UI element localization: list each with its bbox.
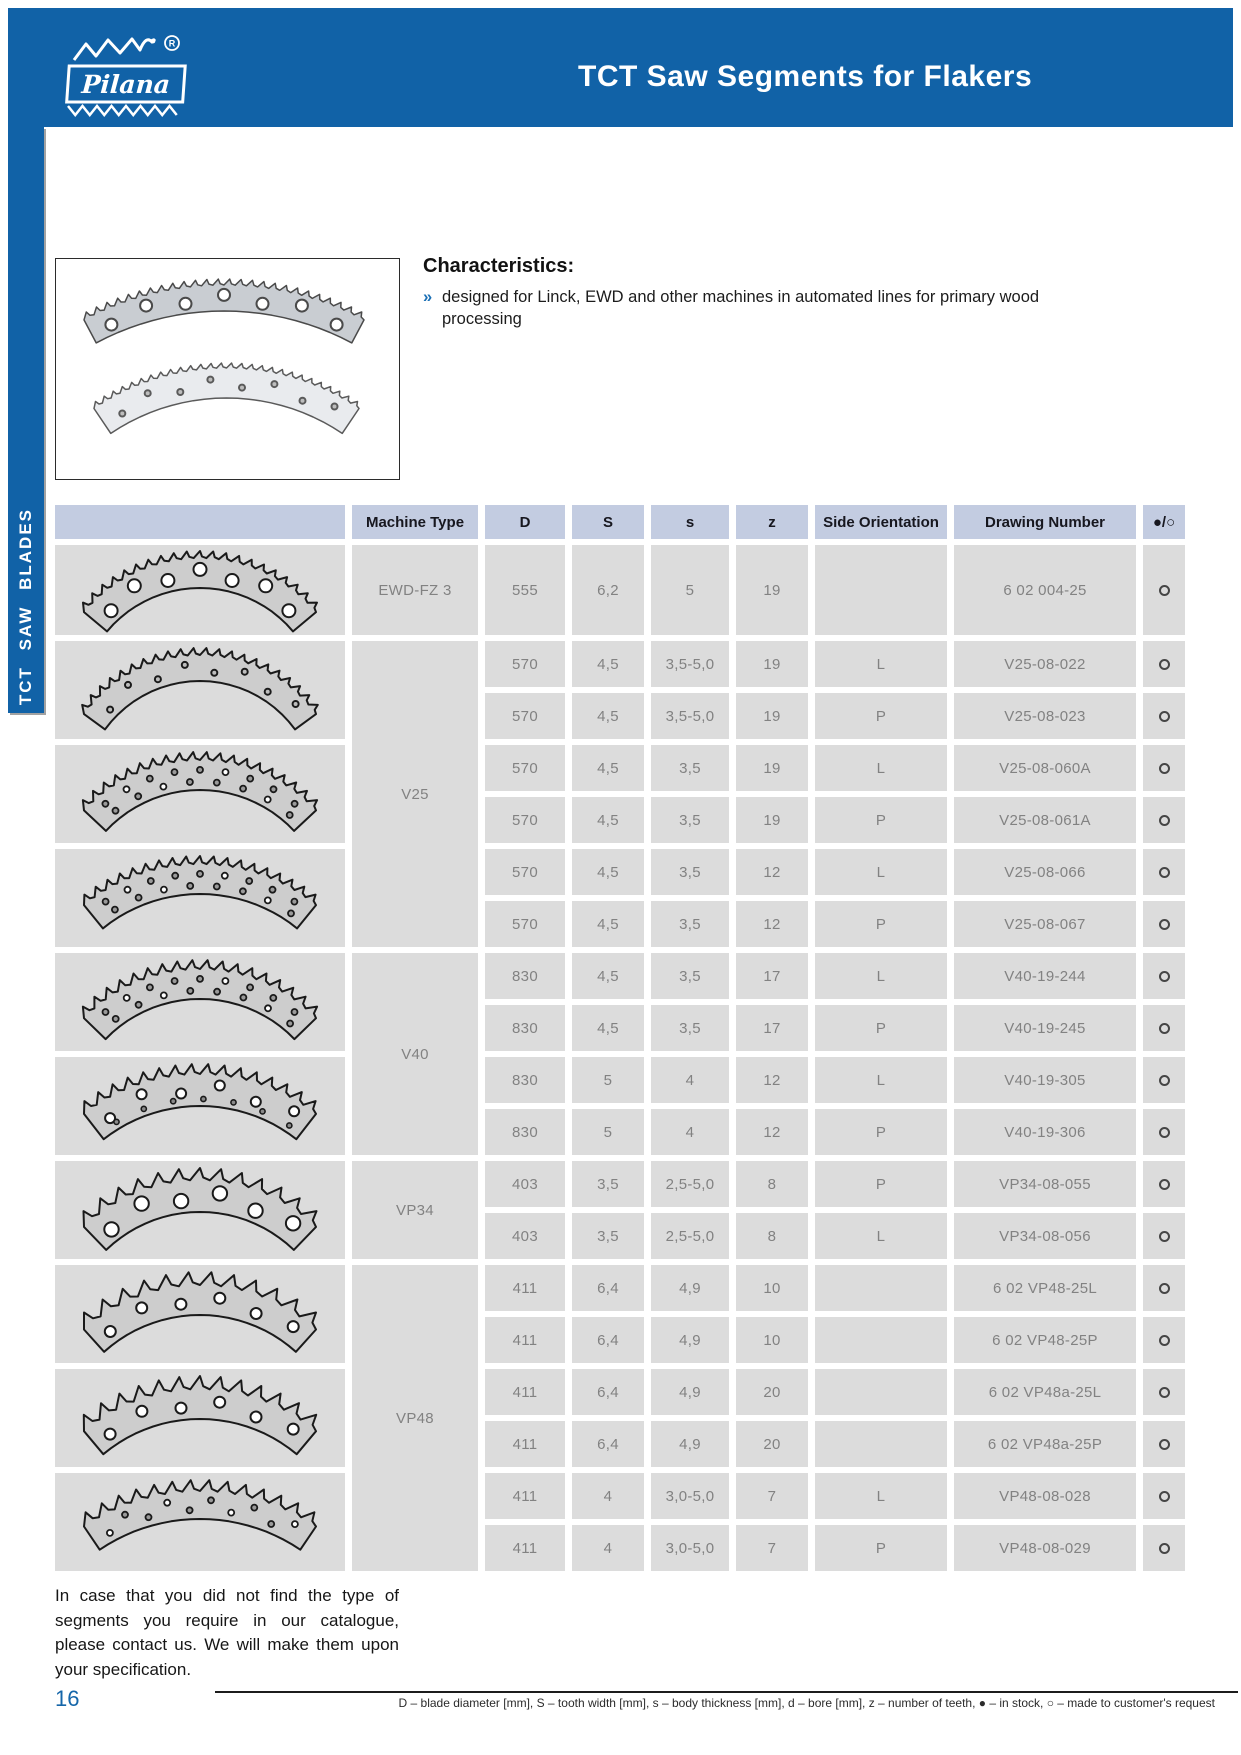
column-header-d: D	[485, 505, 565, 539]
machine-type-cell: VP34	[352, 1161, 478, 1259]
cell-tooth-width: 4,5	[572, 901, 644, 947]
cell-tooth-width: 4,5	[572, 797, 644, 843]
cell-teeth-count: 17	[736, 1005, 808, 1051]
made-to-request-icon	[1159, 971, 1170, 982]
cell-drawing-number: V25-08-066	[954, 849, 1136, 895]
cell-tooth-width: 4,5	[572, 641, 644, 687]
cell-body-thickness: 5	[651, 545, 729, 635]
cell-side-orientation	[815, 1317, 947, 1363]
made-to-request-icon	[1159, 1543, 1170, 1554]
cell-stock-status	[1143, 1317, 1185, 1363]
cell-teeth-count: 19	[736, 693, 808, 739]
cell-body-thickness: 4	[651, 1109, 729, 1155]
cell-drawing-number: V25-08-060A	[954, 745, 1136, 791]
cell-side-orientation: P	[815, 901, 947, 947]
saw-segment-illustration	[74, 748, 326, 840]
made-to-request-icon	[1159, 1023, 1170, 1034]
cell-side-orientation: P	[815, 1005, 947, 1051]
cell-tooth-width: 4,5	[572, 953, 644, 999]
characteristics-heading: Characteristics:	[423, 255, 575, 277]
column-header-z: z	[736, 505, 808, 539]
cell-side-orientation: L	[815, 849, 947, 895]
cell-body-thickness: 3,5-5,0	[651, 641, 729, 687]
cell-body-thickness: 3,5	[651, 797, 729, 843]
cell-body-thickness: 3,5-5,0	[651, 693, 729, 739]
cell-tooth-width: 4,5	[572, 1005, 644, 1051]
cell-side-orientation	[815, 1421, 947, 1467]
made-to-request-icon	[1159, 1179, 1170, 1190]
cell-diameter: 830	[485, 953, 565, 999]
cell-drawing-number: 6 02 VP48-25P	[954, 1317, 1136, 1363]
cell-drawing-number: VP48-08-028	[954, 1473, 1136, 1519]
footer-rule	[215, 1691, 1238, 1693]
cell-drawing-number: V40-19-306	[954, 1109, 1136, 1155]
bullet-marker-icon: »	[423, 288, 433, 306]
cell-stock-status	[1143, 1005, 1185, 1051]
cell-side-orientation: P	[815, 1161, 947, 1207]
cell-side-orientation: L	[815, 641, 947, 687]
pilana-logo-icon	[58, 26, 198, 122]
cell-teeth-count: 8	[736, 1213, 808, 1259]
saw-segment-illustration	[74, 1164, 326, 1256]
cell-tooth-width: 6,2	[572, 545, 644, 635]
segment-image-cell	[55, 849, 345, 947]
cell-stock-status	[1143, 693, 1185, 739]
table-row	[55, 641, 1185, 687]
made-to-request-icon	[1159, 1283, 1170, 1294]
cell-diameter: 411	[485, 1473, 565, 1519]
cell-body-thickness: 3,0-5,0	[651, 1525, 729, 1571]
cell-body-thickness: 4,9	[651, 1265, 729, 1311]
cell-body-thickness: 3,5	[651, 953, 729, 999]
cell-body-thickness: 3,5	[651, 849, 729, 895]
column-header-s-tooth: S	[572, 505, 644, 539]
machine-type-cell: VP48	[352, 1265, 478, 1571]
cell-side-orientation	[815, 1265, 947, 1311]
cell-teeth-count: 12	[736, 901, 808, 947]
cell-diameter: 411	[485, 1317, 565, 1363]
cell-drawing-number: VP48-08-029	[954, 1525, 1136, 1571]
made-to-request-icon	[1159, 1491, 1170, 1502]
cell-drawing-number: V40-19-244	[954, 953, 1136, 999]
cell-tooth-width: 4,5	[572, 745, 644, 791]
made-to-request-icon	[1159, 1387, 1170, 1398]
cell-teeth-count: 17	[736, 953, 808, 999]
cell-teeth-count: 20	[736, 1369, 808, 1415]
made-to-request-icon	[1159, 659, 1170, 670]
cell-tooth-width: 6,4	[572, 1317, 644, 1363]
made-to-request-icon	[1159, 1439, 1170, 1450]
cell-teeth-count: 7	[736, 1525, 808, 1571]
cell-body-thickness: 4	[651, 1057, 729, 1103]
cell-stock-status	[1143, 545, 1185, 635]
cell-side-orientation: P	[815, 693, 947, 739]
cell-body-thickness: 2,5-5,0	[651, 1161, 729, 1207]
cell-teeth-count: 10	[736, 1317, 808, 1363]
product-photo-box	[55, 258, 400, 480]
cell-body-thickness: 4,9	[651, 1369, 729, 1415]
cell-tooth-width: 3,5	[572, 1213, 644, 1259]
cell-diameter: 403	[485, 1213, 565, 1259]
cell-tooth-width: 6,4	[572, 1421, 644, 1467]
cell-stock-status	[1143, 1057, 1185, 1103]
cell-stock-status	[1143, 1265, 1185, 1311]
cell-diameter: 570	[485, 745, 565, 791]
saw-segment-illustration	[74, 1476, 326, 1568]
cell-stock-status	[1143, 745, 1185, 791]
cell-teeth-count: 19	[736, 797, 808, 843]
saw-segment-illustration	[74, 956, 326, 1048]
column-header-image	[55, 505, 345, 539]
table-row	[55, 1265, 1185, 1311]
cell-stock-status	[1143, 641, 1185, 687]
cell-stock-status	[1143, 1213, 1185, 1259]
column-header-machine-type: Machine Type	[352, 505, 478, 539]
made-to-request-icon	[1159, 867, 1170, 878]
cell-diameter: 411	[485, 1421, 565, 1467]
cell-side-orientation: P	[815, 797, 947, 843]
table-row	[55, 1161, 1185, 1207]
column-header-s-body: s	[651, 505, 729, 539]
made-to-request-icon	[1159, 815, 1170, 826]
segment-image-cell	[55, 953, 345, 1051]
segment-image-cell	[55, 1057, 345, 1155]
cell-stock-status	[1143, 1161, 1185, 1207]
segments-table-body	[55, 545, 1185, 1571]
segment-image-cell	[55, 1265, 345, 1363]
cell-stock-status	[1143, 1369, 1185, 1415]
page-number: 16	[55, 1686, 80, 1711]
cell-drawing-number: V25-08-023	[954, 693, 1136, 739]
made-to-request-icon	[1159, 1075, 1170, 1086]
cell-drawing-number: VP34-08-055	[954, 1161, 1136, 1207]
made-to-request-icon	[1159, 1335, 1170, 1346]
table-header-row	[55, 505, 1185, 539]
cell-diameter: 570	[485, 849, 565, 895]
cell-drawing-number: 6 02 VP48-25L	[954, 1265, 1136, 1311]
cell-drawing-number: 6 02 004-25	[954, 545, 1136, 635]
cell-drawing-number: V25-08-022	[954, 641, 1136, 687]
page-title: TCT Saw Segments for Flakers	[578, 60, 1033, 93]
made-to-request-icon	[1159, 1231, 1170, 1242]
cell-diameter: 570	[485, 797, 565, 843]
cell-tooth-width: 4,5	[572, 849, 644, 895]
saw-segment-illustration	[74, 852, 326, 944]
table-row	[55, 953, 1185, 999]
characteristics-text: designed for Linck, EWD and other machines in automated lines for primary wood processing	[442, 288, 1040, 328]
cell-side-orientation: L	[815, 1057, 947, 1103]
cell-drawing-number: 6 02 VP48a-25P	[954, 1421, 1136, 1467]
column-header-stock: ●/○	[1143, 505, 1185, 539]
table-row	[55, 745, 1185, 791]
cell-diameter: 830	[485, 1109, 565, 1155]
cell-stock-status	[1143, 1473, 1185, 1519]
segment-image-cell	[55, 745, 345, 843]
footer-legend: D – blade diameter [mm], S – tooth width [mm], s – body thickness [mm], d – bore [mm], z – number of teeth, ● – in stock, ○ – made to customer's request	[398, 1696, 1215, 1710]
cell-diameter: 570	[485, 641, 565, 687]
cell-teeth-count: 12	[736, 1057, 808, 1103]
cell-drawing-number: 6 02 VP48a-25L	[954, 1369, 1136, 1415]
cell-diameter: 555	[485, 545, 565, 635]
table-row	[55, 545, 1185, 635]
segments-table	[48, 499, 1192, 1577]
cell-body-thickness: 3,5	[651, 1005, 729, 1051]
table-row	[55, 1473, 1185, 1519]
cell-teeth-count: 10	[736, 1265, 808, 1311]
side-tab-tct-saw-blades	[8, 127, 44, 713]
table-row	[55, 849, 1185, 895]
cell-stock-status	[1143, 1525, 1185, 1571]
made-to-request-icon	[1159, 919, 1170, 930]
saw-segment-illustration	[74, 644, 326, 736]
cell-diameter: 411	[485, 1369, 565, 1415]
cell-drawing-number: V25-08-061A	[954, 797, 1136, 843]
cell-drawing-number: VP34-08-056	[954, 1213, 1136, 1259]
cell-body-thickness: 4,9	[651, 1317, 729, 1363]
cell-teeth-count: 19	[736, 641, 808, 687]
segment-image-cell	[55, 1161, 345, 1259]
cell-teeth-count: 7	[736, 1473, 808, 1519]
cell-teeth-count: 19	[736, 545, 808, 635]
cell-diameter: 570	[485, 693, 565, 739]
made-to-request-icon	[1159, 763, 1170, 774]
cell-stock-status	[1143, 1109, 1185, 1155]
cell-body-thickness: 3,5	[651, 901, 729, 947]
segment-image-cell	[55, 641, 345, 739]
saw-segment-illustration	[84, 359, 369, 447]
cell-drawing-number: V25-08-067	[954, 901, 1136, 947]
cell-tooth-width: 4	[572, 1473, 644, 1519]
cell-drawing-number: V40-19-305	[954, 1057, 1136, 1103]
cell-tooth-width: 4,5	[572, 693, 644, 739]
saw-segment-illustration	[74, 1060, 326, 1152]
cell-body-thickness: 3,0-5,0	[651, 1473, 729, 1519]
cell-tooth-width: 6,4	[572, 1369, 644, 1415]
cell-tooth-width: 5	[572, 1057, 644, 1103]
cell-side-orientation: L	[815, 1213, 947, 1259]
table-row	[55, 1369, 1185, 1415]
saw-segment-illustration	[74, 547, 326, 633]
machine-type-cell: V25	[352, 641, 478, 947]
cell-side-orientation: L	[815, 745, 947, 791]
cell-teeth-count: 20	[736, 1421, 808, 1467]
column-header-drawing-number: Drawing Number	[954, 505, 1136, 539]
cell-tooth-width: 6,4	[572, 1265, 644, 1311]
cell-side-orientation	[815, 545, 947, 635]
cell-diameter: 411	[485, 1525, 565, 1571]
saw-segment-illustration	[74, 1268, 326, 1360]
saw-segment-illustration	[74, 1372, 326, 1464]
registered-mark: R	[168, 38, 176, 49]
segment-image-cell	[55, 545, 345, 635]
cell-side-orientation: L	[815, 1473, 947, 1519]
cell-teeth-count: 12	[736, 849, 808, 895]
cell-side-orientation: P	[815, 1109, 947, 1155]
cell-teeth-count: 19	[736, 745, 808, 791]
cell-side-orientation	[815, 1369, 947, 1415]
machine-type-cell: V40	[352, 953, 478, 1155]
cell-teeth-count: 8	[736, 1161, 808, 1207]
brand-name: Pilana	[80, 69, 172, 99]
made-to-request-icon	[1159, 711, 1170, 722]
cell-stock-status	[1143, 953, 1185, 999]
table-row	[55, 1057, 1185, 1103]
side-tab-label: TCT SAW BLADES	[16, 507, 35, 705]
segment-image-cell	[55, 1369, 345, 1467]
cell-stock-status	[1143, 1421, 1185, 1467]
cell-stock-status	[1143, 797, 1185, 843]
cell-stock-status	[1143, 901, 1185, 947]
cell-tooth-width: 4	[572, 1525, 644, 1571]
saw-segment-illustration	[74, 275, 374, 349]
segment-image-cell	[55, 1473, 345, 1571]
header-bar	[8, 8, 1233, 127]
cell-diameter: 403	[485, 1161, 565, 1207]
machine-type-cell: EWD-FZ 3	[352, 545, 478, 635]
cell-body-thickness: 4,9	[651, 1421, 729, 1467]
cell-tooth-width: 3,5	[572, 1161, 644, 1207]
cell-diameter: 830	[485, 1005, 565, 1051]
cell-diameter: 411	[485, 1265, 565, 1311]
cell-diameter: 830	[485, 1057, 565, 1103]
cell-side-orientation: P	[815, 1525, 947, 1571]
cell-tooth-width: 5	[572, 1109, 644, 1155]
cell-body-thickness: 3,5	[651, 745, 729, 791]
made-to-request-icon	[1159, 585, 1170, 596]
cell-teeth-count: 12	[736, 1109, 808, 1155]
cell-body-thickness: 2,5-5,0	[651, 1213, 729, 1259]
note-paragraph: In case that you did not find the type of segments you require in our catalogue, please contact us. We will make them upon your specification.	[55, 1586, 399, 1679]
cell-stock-status	[1143, 849, 1185, 895]
made-to-request-icon	[1159, 1127, 1170, 1138]
cell-diameter: 570	[485, 901, 565, 947]
cell-drawing-number: V40-19-245	[954, 1005, 1136, 1051]
cell-side-orientation: L	[815, 953, 947, 999]
column-header-side-orientation: Side Orientation	[815, 505, 947, 539]
characteristics-bullet	[423, 287, 1071, 331]
